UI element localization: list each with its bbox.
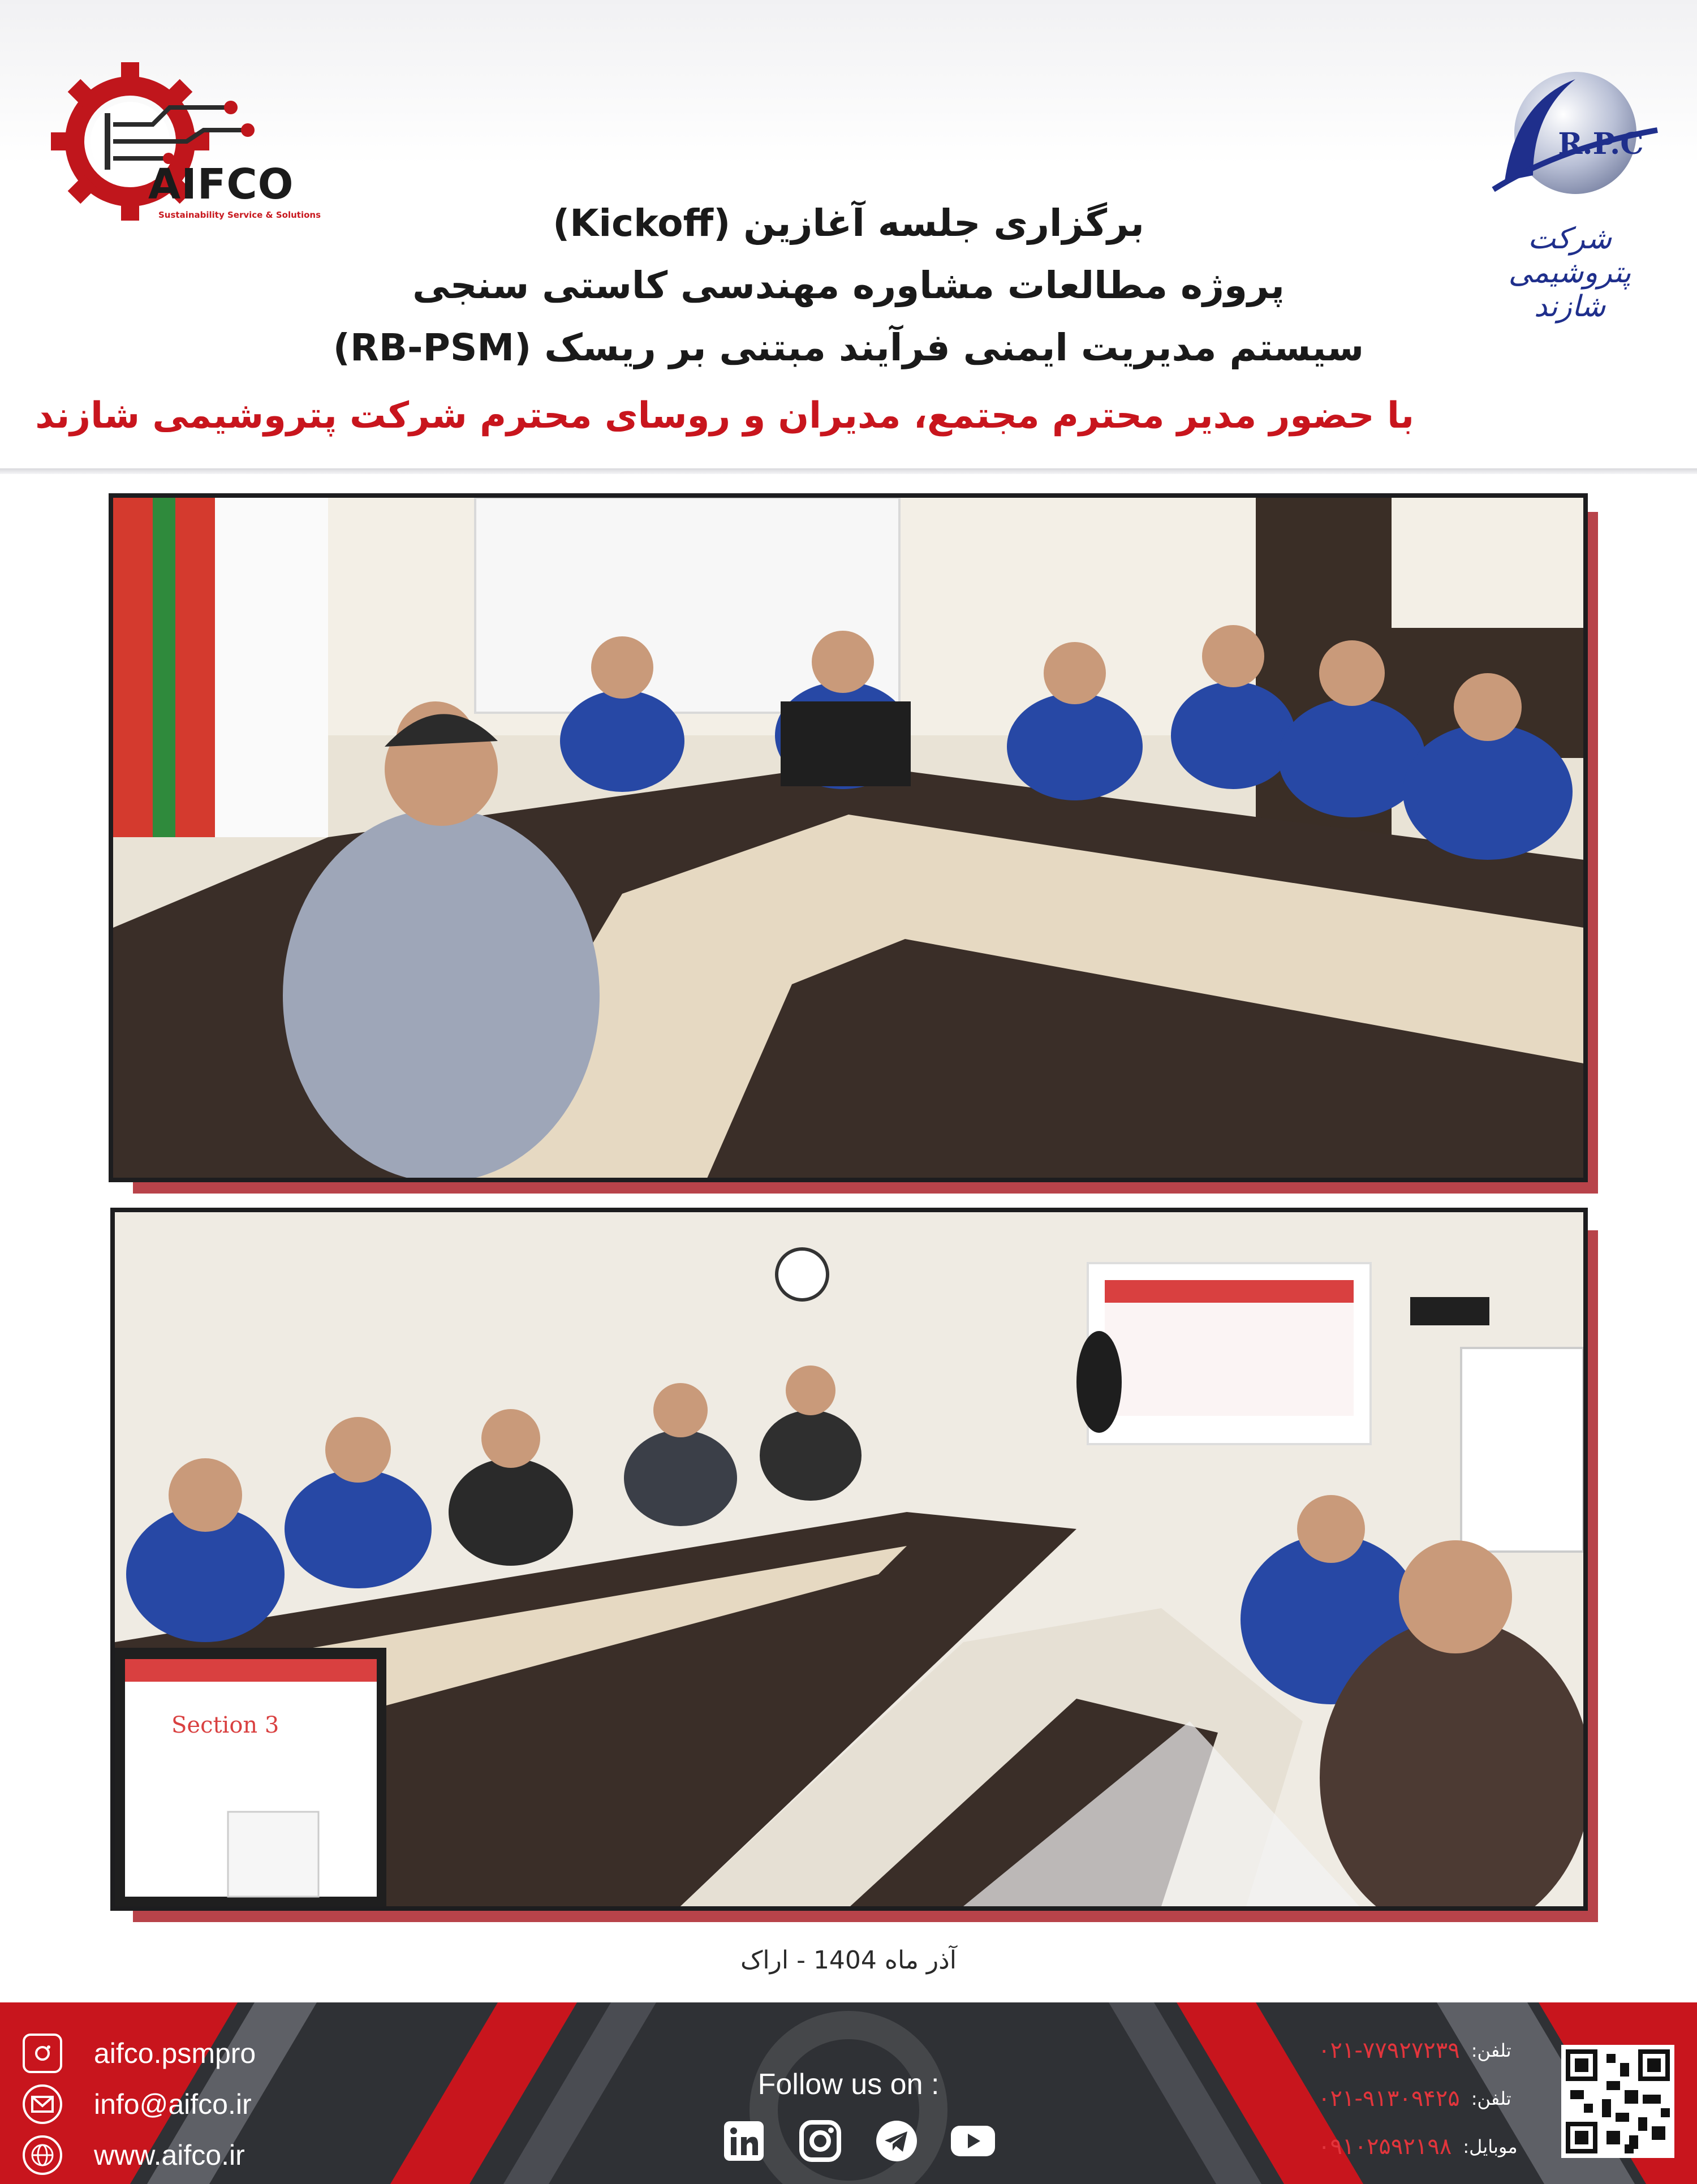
instagram-icon [23,2034,62,2073]
email-icon [23,2084,62,2124]
aifco-tagline: Sustainability Service & Solutions [158,210,321,220]
header-divider [0,468,1697,474]
phone-row-2 [1318,2079,1533,2118]
website-contact[interactable] [23,2133,245,2178]
laptop-slide-heading: Section 3 [171,1712,279,1738]
phone-label-2: تلفن: [1471,2088,1511,2109]
follow-us-label: Follow us on : [757,2068,940,2101]
phone-label-1: تلفن: [1471,2040,1511,2061]
youtube-icon[interactable] [947,2116,998,2166]
email-contact[interactable] [23,2082,252,2127]
instagram-social-icon[interactable] [795,2116,846,2166]
qr-code-icon[interactable] [1561,2045,1674,2158]
globe-glyph [30,2143,55,2168]
linkedin-icon[interactable] [718,2116,769,2166]
title-line-2: پروژه مطالعات مشاوره مهندسی کاستی سنجی [412,264,1285,307]
footer [0,2002,1697,2184]
website-url: www.aifco.ir [94,2139,245,2171]
globe-icon [23,2135,62,2175]
instagram-glyph [31,2042,54,2065]
rpc-logo-text-value: R.P.C [1558,127,1644,161]
telegram-icon[interactable] [871,2116,922,2166]
mobile-label: موبایل: [1463,2136,1518,2157]
title-line-3: سیستم مدیریت ایمنی فرآیند مبتنی بر ریسک (RB-PSM) [333,326,1364,369]
meeting-photo-2-illustration [115,1212,1583,1906]
phone-row-1 [1318,2031,1533,2070]
phone-value-2[interactable]: ۰۲۱-۹۱۳۰۹۴۲۵ [1318,2086,1460,2112]
email-address: info@aifco.ir [94,2088,252,2120]
meeting-photo-1-illustration [113,498,1584,1178]
header [0,0,1697,469]
subtitle-line: با حضور مدیر محترم مجتمع، مدیران و روسای محترم شرکت پتروشیمی شازند [35,395,1414,437]
phone-value-1[interactable]: ۰۲۱-۷۷۹۲۷۲۳۹ [1318,2037,1460,2064]
instagram-handle: aifco.psmpro [94,2037,256,2069]
date-location-caption: آذر ماه 1404 - اراک [740,1946,957,1975]
email-glyph [31,2096,54,2113]
instagram-contact[interactable] [23,2031,256,2076]
rpc-logo-text [1544,124,1657,164]
meeting-photo-1 [109,493,1588,1182]
meeting-photo-2 [110,1208,1588,1911]
aifco-logo-text: AIFCO [148,160,294,209]
rpc-company-name: شرکت پتروشیمی شازند [1508,222,1631,324]
title-line-1: برگزاری جلسه آغازین (Kickoff) [553,201,1144,245]
phone-row-3 [1318,2127,1533,2166]
mobile-value[interactable]: ۰۹۱۰۲۵۹۲۱۹۸ [1318,2134,1452,2160]
